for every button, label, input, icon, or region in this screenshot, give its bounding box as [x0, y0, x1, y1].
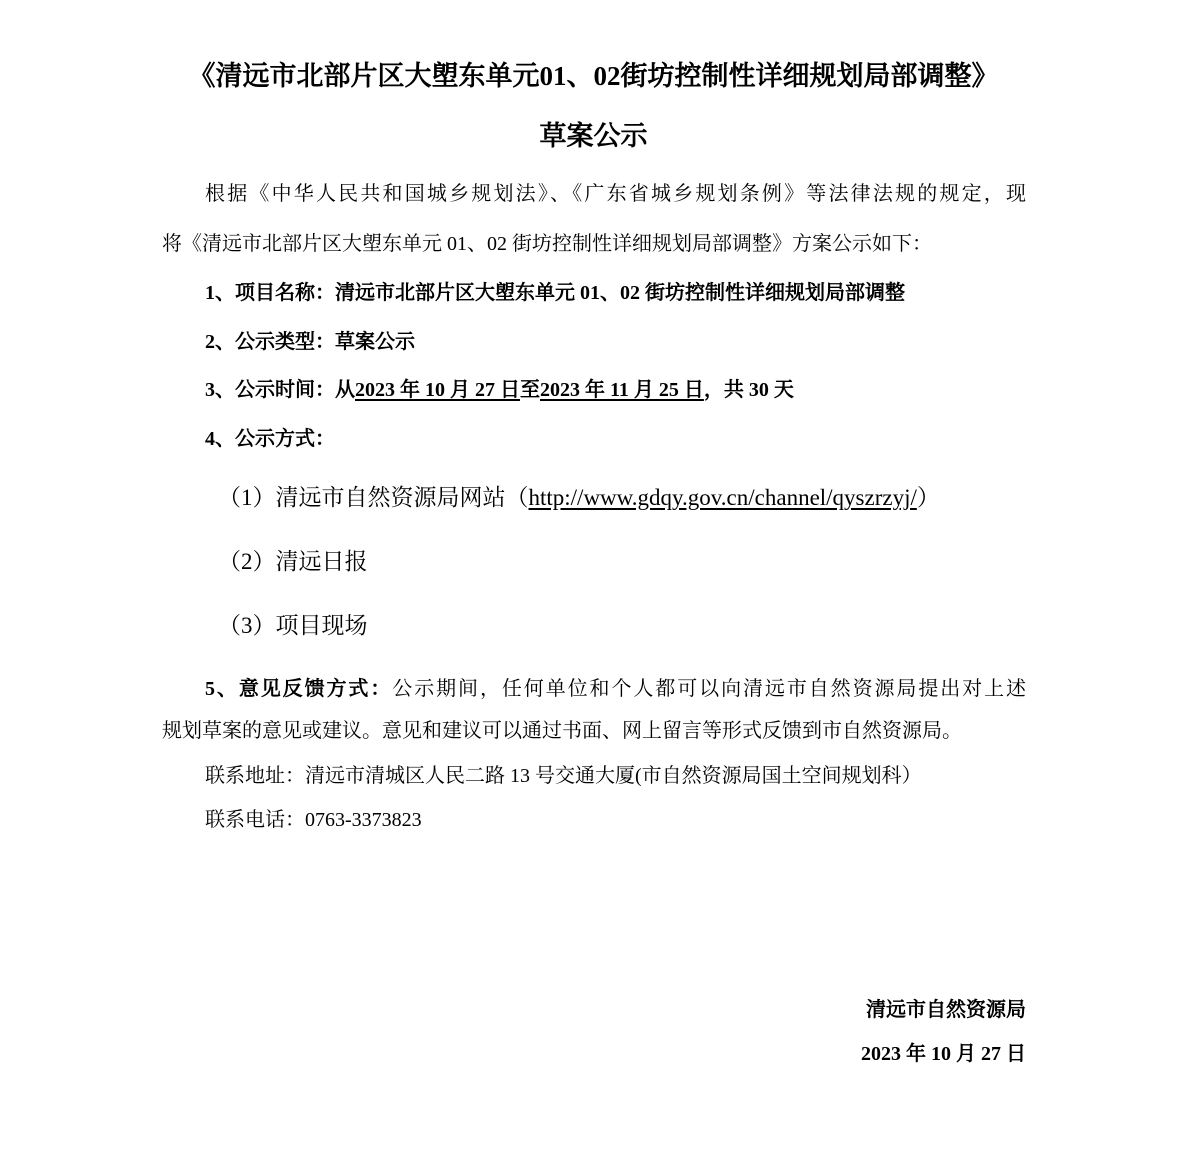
method-newspaper: （2）清远日报	[218, 549, 368, 574]
item-feedback-text-1: 公示期间，任何单位和个人都可以向清远市自然资源局提出对上述	[392, 678, 1027, 700]
item-notice-type-value: 草案公示	[335, 331, 415, 353]
item-notice-methods	[205, 427, 335, 451]
method-website-link[interactable]: http://www.gdqy.gov.cn/channel/qyszrzyj/	[528, 485, 917, 510]
item-notice-period-label: 3、公示时间：	[205, 379, 335, 401]
item-project-name-label: 1、项目名称：	[205, 282, 335, 304]
item-notice-period	[205, 378, 794, 402]
intro-paragraph-line-2: 将《清远市北部片区大塱东单元 01、02 街坊控制性详细规划局部调整》方案公示如下：	[162, 233, 932, 255]
item-notice-period-end-date: 2023 年 11 月 25 日	[540, 379, 704, 401]
item-feedback-line-1	[205, 677, 1026, 701]
item-notice-period-suffix: ，共 30 天	[703, 379, 794, 401]
item-feedback-line-2: 规划草案的意见或建议。意见和建议可以通过书面、网上留言等形式反馈到市自然资源局。	[162, 720, 962, 742]
item-notice-methods-label: 4、公示方式：	[205, 428, 335, 450]
document-title-line-2: 草案公示	[539, 121, 648, 151]
signature-date: 2023 年 10 月 27 日	[861, 1043, 1026, 1065]
method-website-prefix: （1）清远市自然资源局网站（	[218, 485, 529, 510]
contact-phone: 联系电话：0763-3373823	[205, 809, 422, 831]
item-notice-period-from: 从	[335, 379, 355, 401]
item-notice-type	[205, 330, 415, 354]
intro-paragraph-line-1: 根据《中华人民共和国城乡规划法》、《广东省城乡规划条例》等法律法规的规定，现	[205, 183, 1026, 205]
item-feedback-label: 5、意见反馈方式：	[205, 678, 393, 700]
item-notice-period-start-date: 2023 年 10 月 27 日	[355, 379, 520, 401]
signature-org: 清远市自然资源局	[866, 999, 1026, 1021]
item-notice-type-label: 2、公示类型：	[205, 331, 335, 353]
method-website-suffix: ）	[916, 485, 940, 510]
item-project-name	[205, 281, 905, 305]
item-notice-period-to: 至	[520, 379, 540, 401]
item-project-name-value: 清远市北部片区大塱东单元 01、02 街坊控制性详细规划局部调整	[335, 282, 905, 304]
method-website	[218, 484, 940, 512]
contact-address: 联系地址：清远市清城区人民二路 13 号交通大厦(市自然资源局国土空间规划科）	[205, 765, 922, 787]
document-title-line-1: 《清远市北部片区大塱东单元01、02街坊控制性详细规划局部调整》	[188, 61, 999, 91]
method-project-site: （3）项目现场	[218, 613, 368, 638]
